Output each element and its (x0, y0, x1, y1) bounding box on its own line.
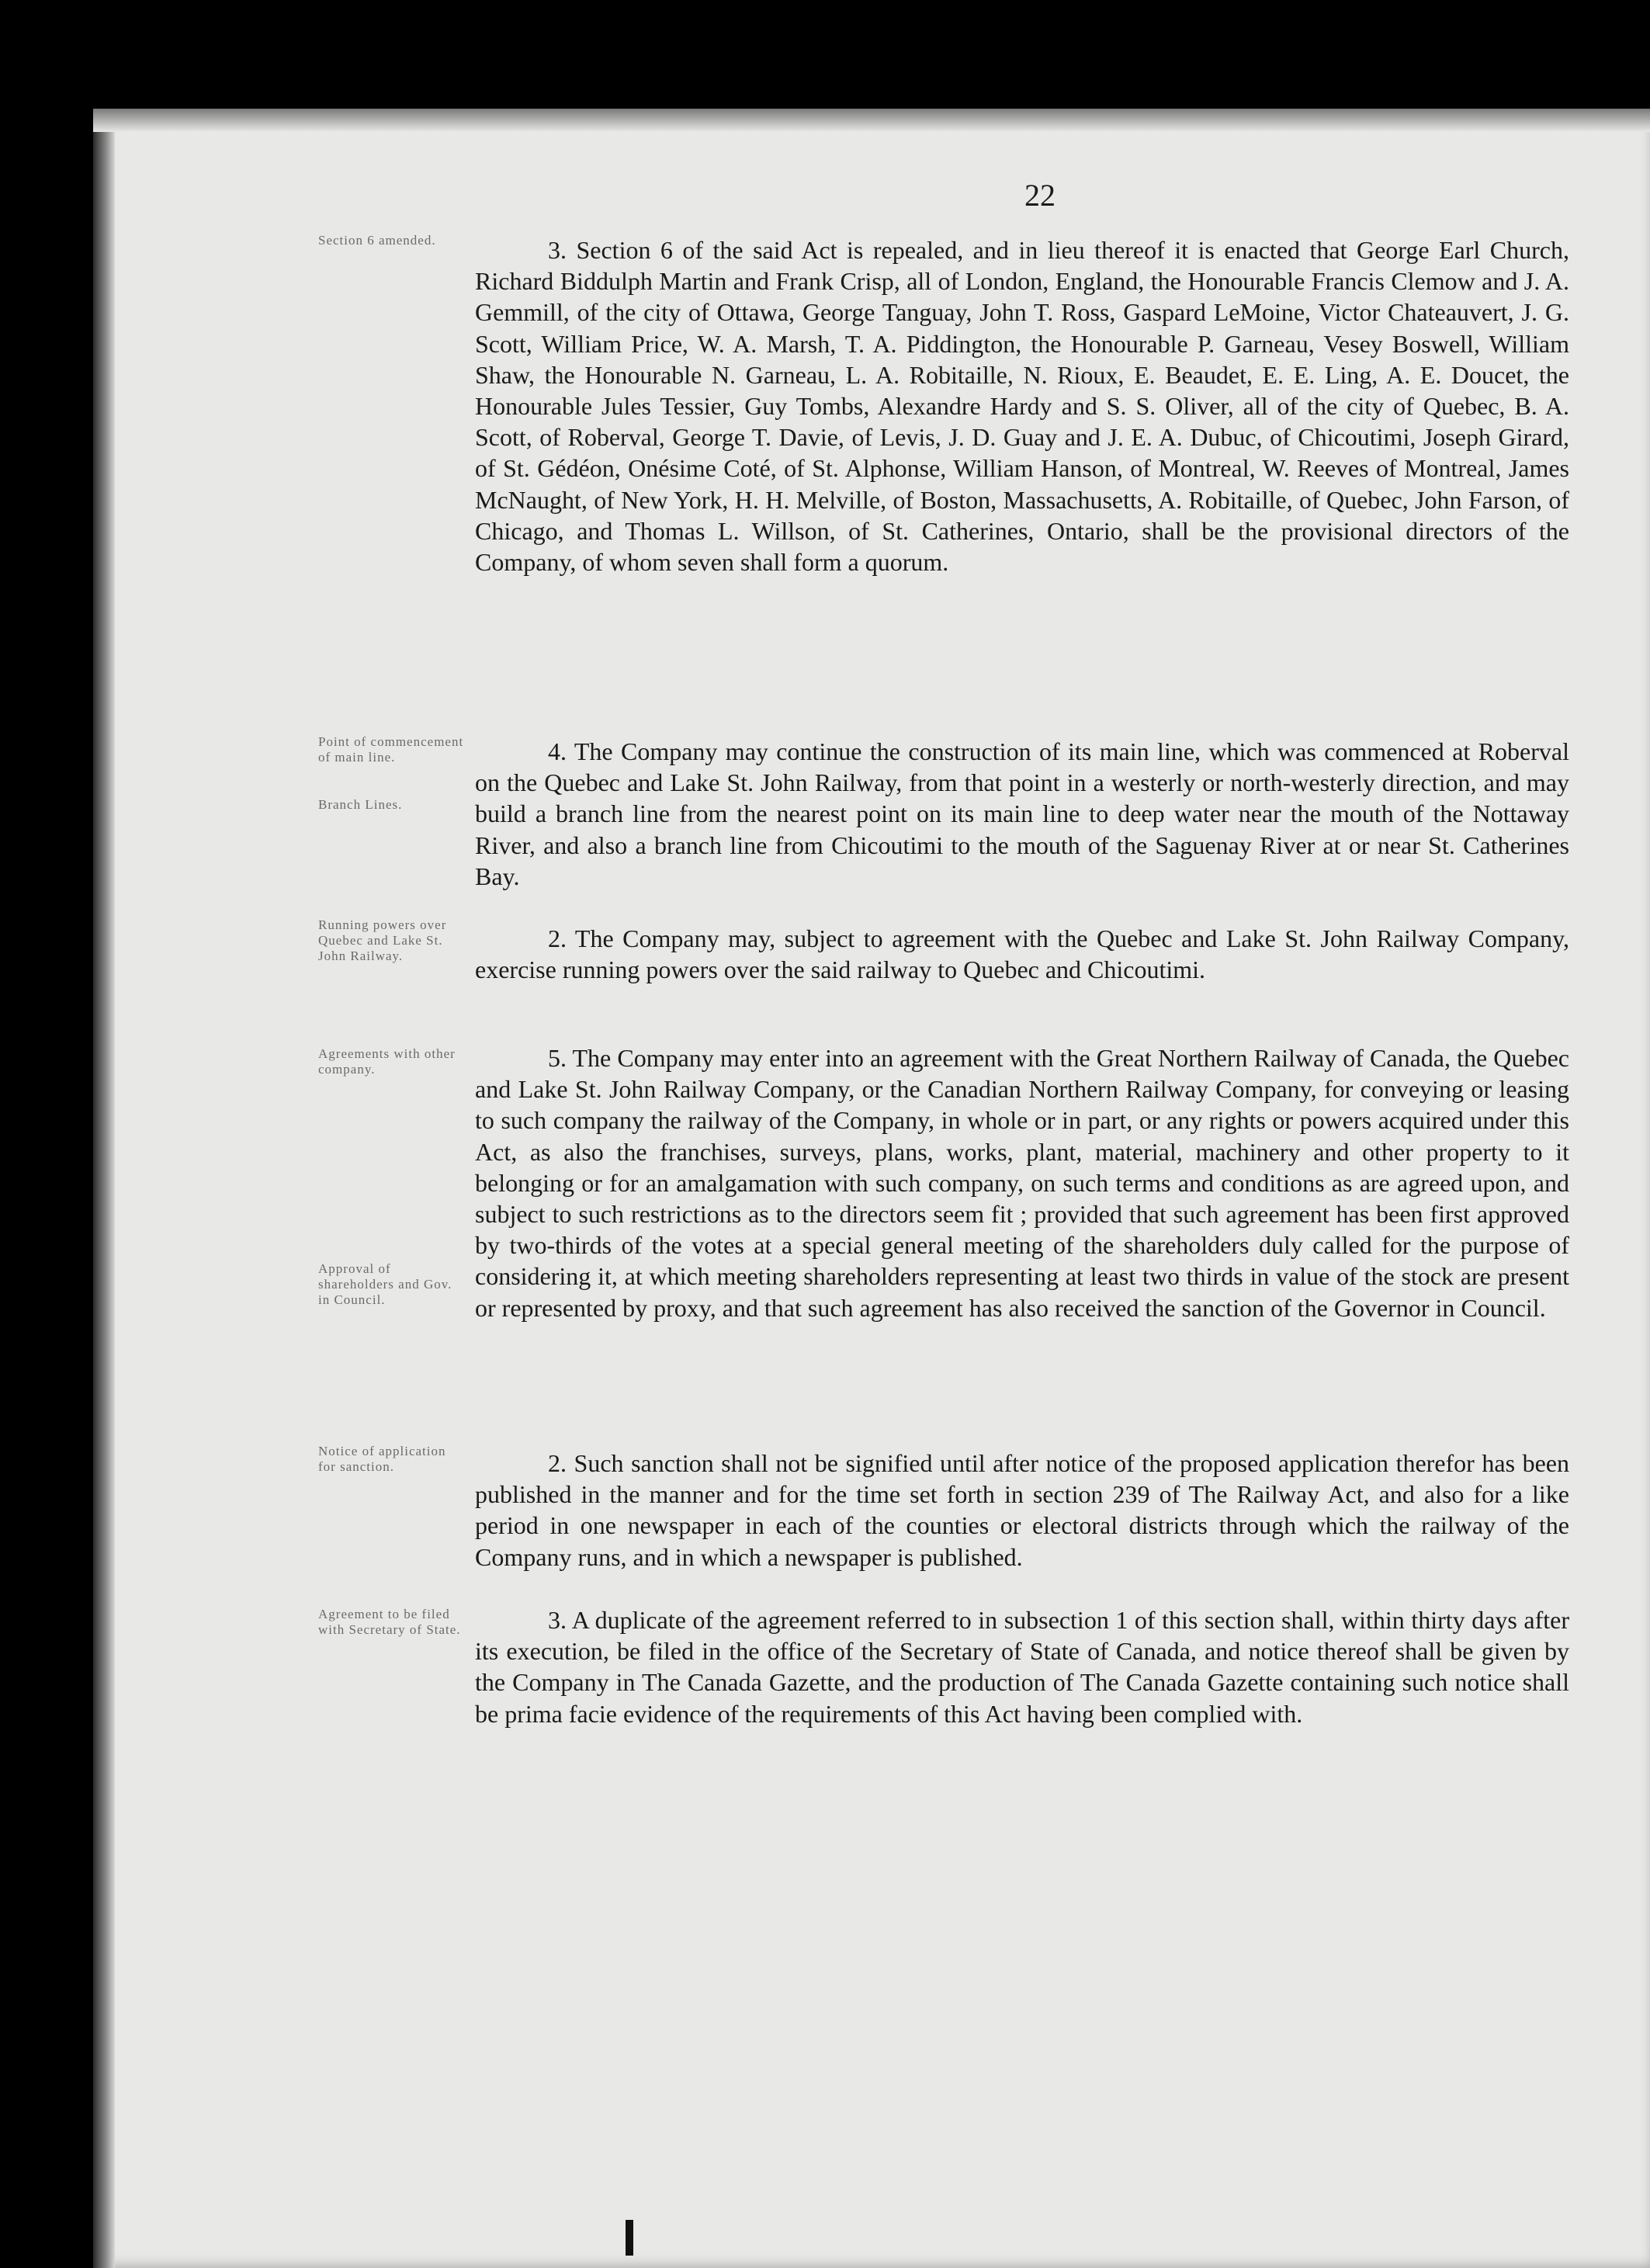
paragraph-section-5-2: 2. Such sanction shall not be signified until after notice of the proposed application therefor has been published in the manner and for the time set forth in section 239 of The Railway Act, and also for a like period in one newspaper in each of the counties or electoral districts through which the railway of the Company runs, and in which a newspaper is published. (475, 1449, 1569, 1571)
paragraph-section-3: 3. Section 6 of the said Act is repealed, and in lieu thereof it is enacted that George Earl Church, Richard Biddulph Martin and Frank Crisp, all of London, England, the Honourable Francis Clemow and J. A. Gemmill, of the city of Ottawa, George Tanguay, John T. Ross, Gaspard LeMoine, Victor Chateauvert, J. G. Scott, William Price, W. A. Marsh, T. A. Piddington, the Honourable P. Garneau, Vesey Boswell, William Shaw, the Honourable N. Garneau, L. A. Robitaille, N. Rioux, E. Beaudet, E. E. Ling, A. E. Doucet, the Honourable Jules Tessier, Guy Tombs, Alexandre Hardy and S. S. Oliver, all of the city of Quebec, B. A. Scott, of Roberval, George T. Davie, of Levis, J. D. Guay and J. E. A. Dubuc, of Chicoutimi, Joseph Girard, of St. Gédéon, Onésime Coté, of St. Alphonse, William Hanson, of Montreal, W. Reeves of Montreal, James McNaught, of New York, H. H. Melville, of Boston, Massachusetts, A. Robitaille, of Quebec, John Farson, of Chicago, and Thomas L. Willson, of St. Catherines, Ontario, shall be the provisional directors of the Company, of whom seven shall form a quorum. (475, 236, 1569, 577)
margin-note-approval: Approval of shareholders and Gov. in Council. (318, 1261, 452, 1307)
paragraph-section-4: 4. The Company may continue the construction of its main line, which was commenced at Roberval on the Quebec and Lake St. John Railway, from that point in a westerly or north-westerly direction, and may build a branch line from the nearest point on its main line to deep water near the mouth of the Nottaway River, and also a branch line from Chicoutimi to the mouth of the Saguenay River at or near St. Catherines Bay. (475, 737, 1569, 890)
margin-note-agreements: Agreements with other company. (318, 1046, 456, 1077)
page-top-shadow (93, 109, 1650, 132)
scan-artifact-mark (626, 2220, 633, 2256)
page-number: 22 (1024, 178, 1056, 213)
margin-note-section-6: Section 6 amended. (318, 233, 436, 248)
page-fold-shadow (93, 109, 115, 2268)
paragraph-section-5: 5. The Company may enter into an agreement with the Great Northern Railway of Canada, the Quebec and Lake St. John Railway Company, or the Canadian Northern Railway Company, for conveying or leasing to such company the railway of the Company, in whole or in part, or any rights or powers acquired under this Act, as also the franchises, surveys, plans, works, plant, material, machinery and other property to it belonging or for an amalgamation with such company, on such terms and conditions as are agreed upon, and subject to such restrictions as to the directors seem fit ; provided that such agreement has been first approved by two-thirds of the votes at a special general meeting of the shareholders duly called for the purpose of considering it, at which meeting shareholders representing at least two thirds in value of the stock are present or represented by proxy, and that such agreement has also received the sanction of the Governor in Council. (475, 1044, 1569, 1322)
paragraph-section-4-2: 2. The Company may, subject to agreement with the Quebec and Lake St. John Railway Company, exercise running powers over the said railway to Quebec and Chicoutimi. (475, 924, 1569, 984)
margin-note-running-powers: Running powers over Quebec and Lake St. John Railway. (318, 917, 447, 963)
margin-note-agreement-filed: Agreement to be filed with Secretary of State. (318, 1607, 461, 1637)
margin-note-notice: Notice of application for sanction. (318, 1444, 446, 1474)
margin-note-branch-lines: Branch Lines. (318, 797, 403, 812)
margin-note-commencement: Point of commencement of main line. (318, 734, 464, 765)
paragraph-section-5-3: 3. A duplicate of the agreement referred to in subsection 1 of this section shall, within thirty days after its execution, be filed in the office of the Secretary of State of Canada, and notice thereof shall be given by the Company in The Canada Gazette, and the production of The Canada Gazette containing such notice shall be prima facie evidence of the requirements of this Act having been complied with. (475, 1606, 1569, 1728)
